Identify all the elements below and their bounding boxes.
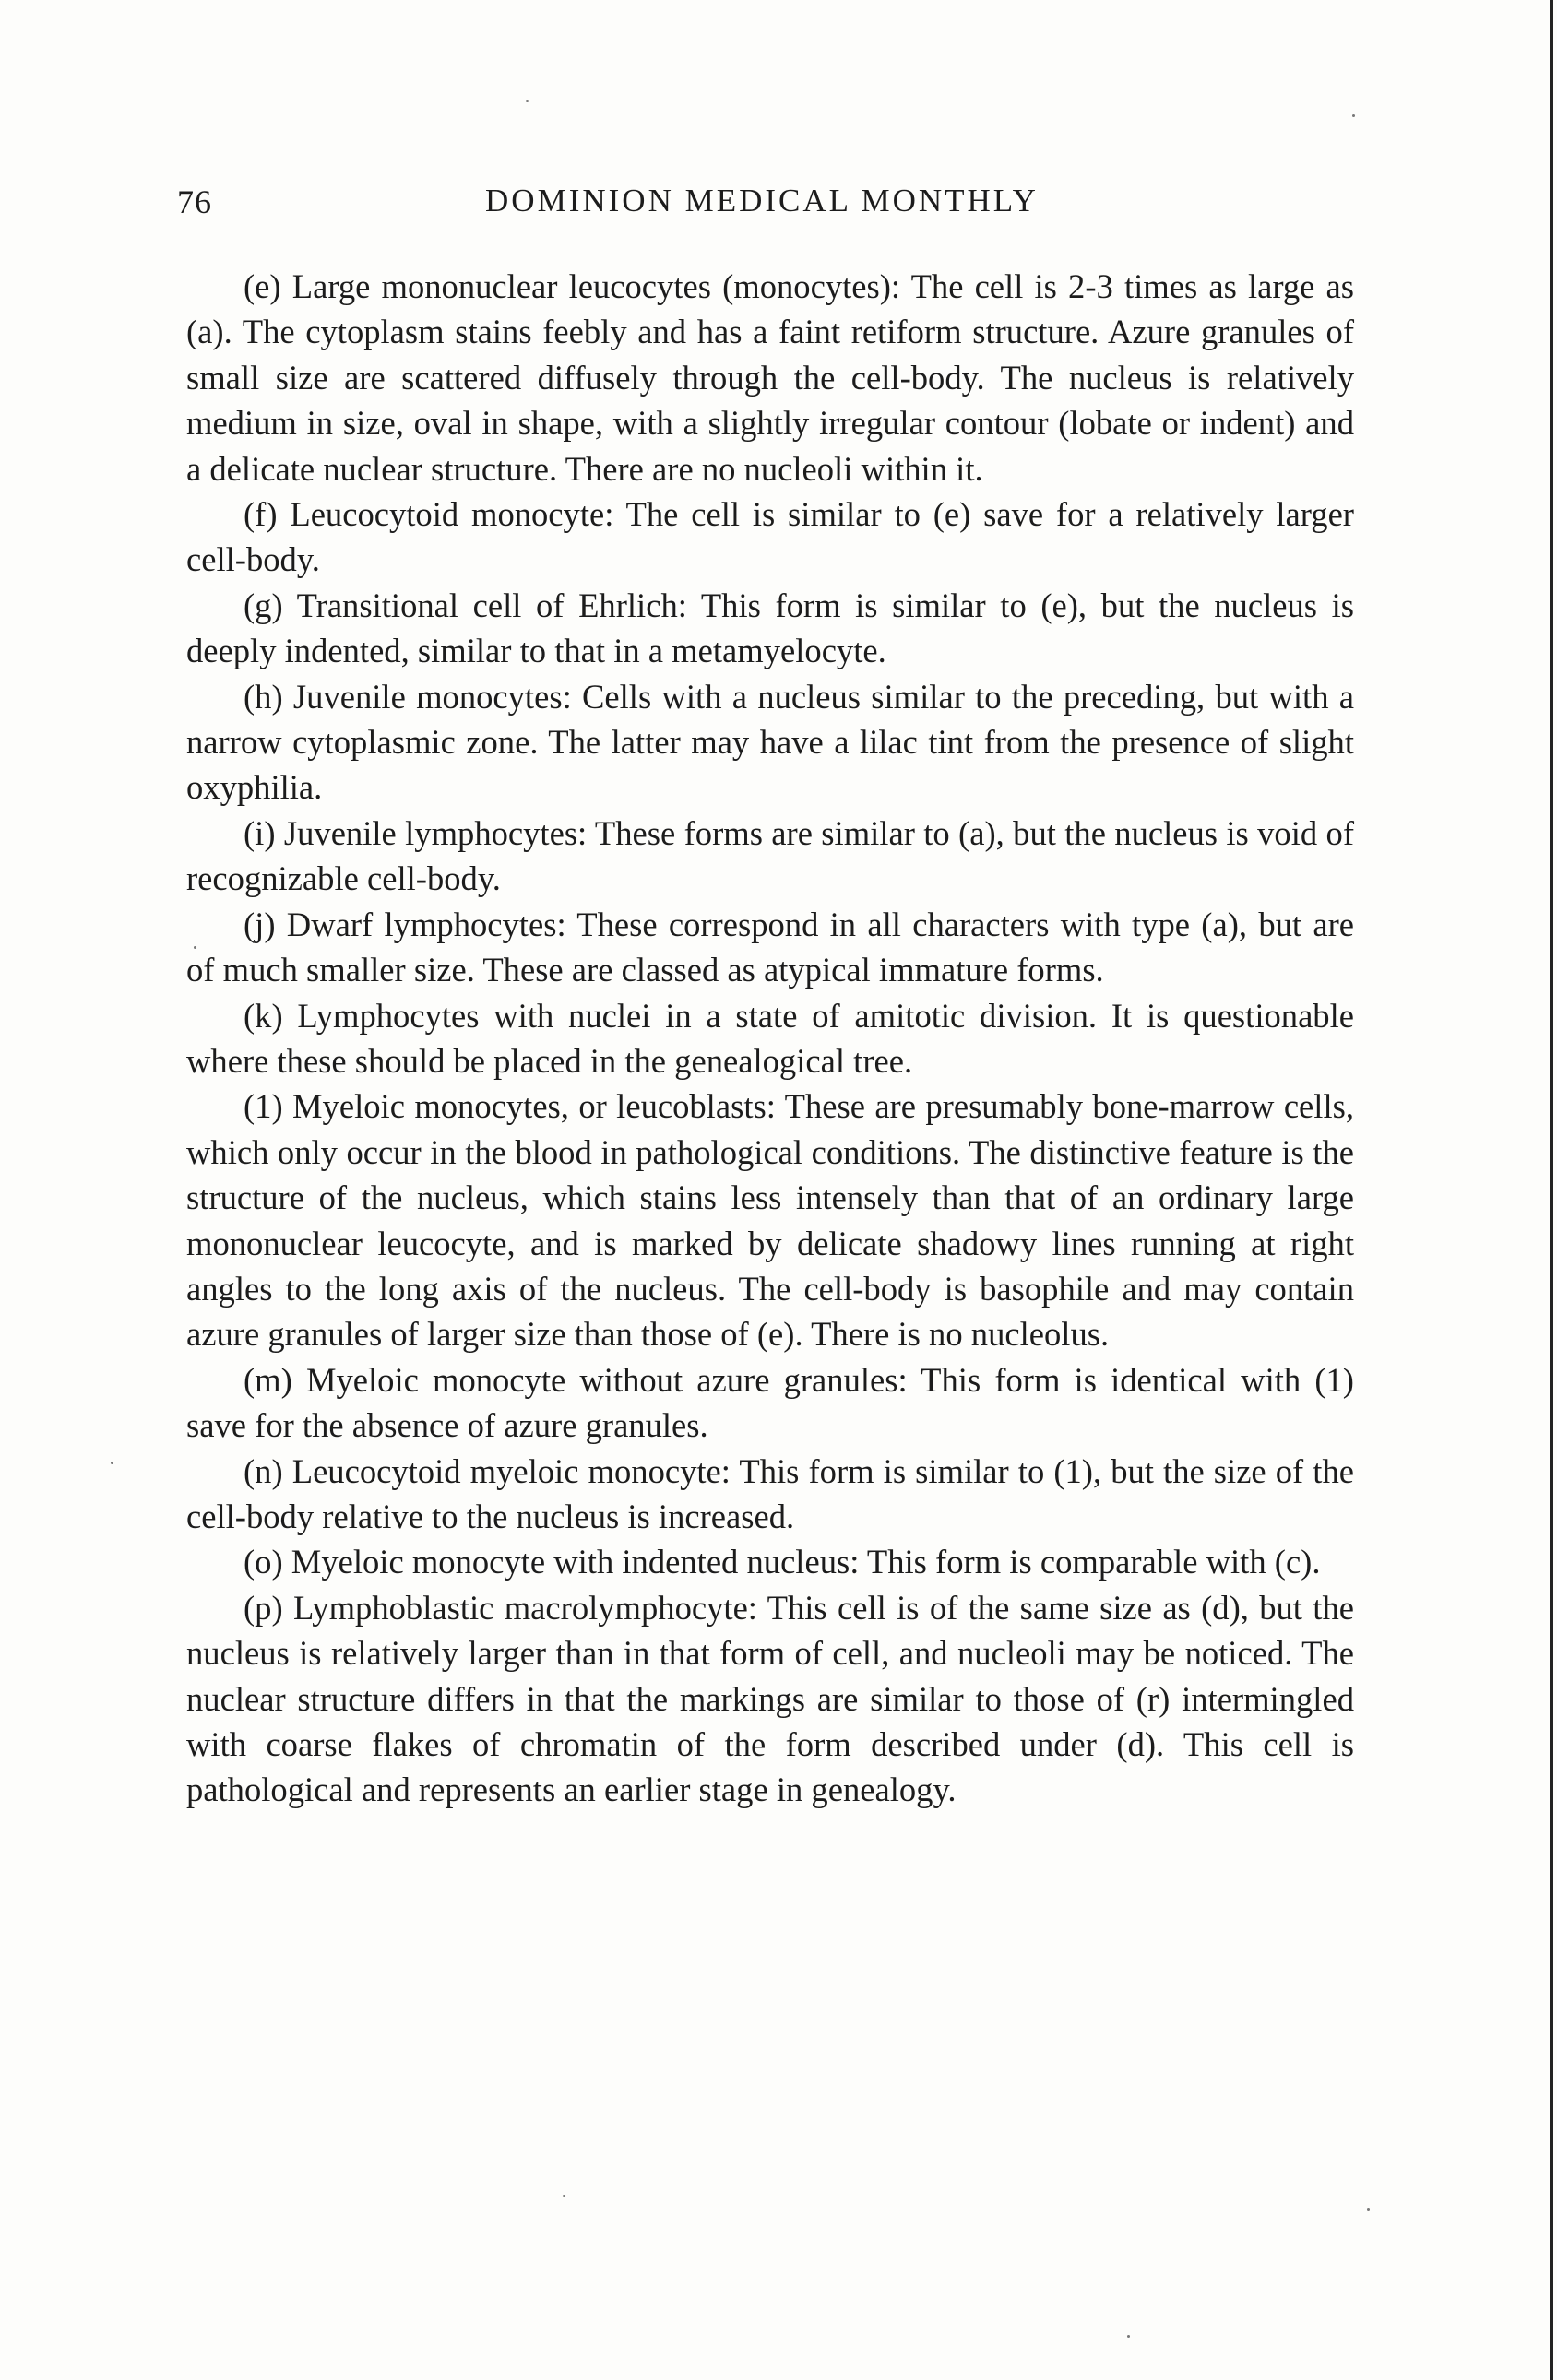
paper-speck xyxy=(563,2195,565,2197)
body-text xyxy=(186,264,1354,1813)
page-number: 76 xyxy=(177,184,212,220)
page-header xyxy=(177,183,1347,229)
paper-speck xyxy=(111,1462,113,1464)
paragraph-j: (j) Dwarf lymphocytes: These correspond in all characters with type (a), but are of much smaller size. These are classed as atypical immature forms. xyxy=(186,905,1354,989)
paragraph-o: (o) Myeloic monocyte with indented nucleus: This form is comparable with (c). xyxy=(244,1543,1321,1581)
paragraph-k: (k) Lymphocytes with nuclei in a state of amitotic division. It is questionable where these should be placed in the genealogical tree. xyxy=(186,996,1354,1080)
paragraph-i: (i) Juvenile lymphocytes: These forms are similar to (a), but the nucleus is void of recognizable cell-body. xyxy=(186,813,1354,898)
paper-speck xyxy=(1127,2335,1130,2338)
paper-speck xyxy=(1352,114,1355,117)
paragraph-l: (1) Myeloic monocytes, or leucoblasts: These are presumably bone-marrow cells, which only occur in the blood in pathological conditions. The distinctive feature is the structure of the nucleus, which stains less intensely than that of an ordinary large mononuclear leucocyte, and is marked by delicate shadowy lines running at right angles to the long axis of the nucleus. The cell-body is basophile and may contain azure granules of larger size than those of (e). There is no nucleolus. xyxy=(186,1087,1354,1354)
paragraph-m: (m) Myeloic monocyte without azure granules: This form is identical with (1) save for the absence of azure granules. xyxy=(186,1360,1354,1445)
paper-speck xyxy=(194,946,196,949)
paragraph-p: (p) Lymphoblastic macrolymphocyte: This cell is of the same size as (d), but the nucleus is relatively larger than in that form of cell, and nucleoli may be noticed. The nuclear structure differs in that the markings are similar to those of (r) intermingled with coarse flakes of chromatin of the form described under (d). This cell is pathological and represents an earlier stage in genealogy. xyxy=(186,1588,1354,1809)
paper-speck xyxy=(1367,2208,1370,2211)
page-edge-shadow xyxy=(1550,0,1553,2380)
paragraph-h: (h) Juvenile monocytes: Cells with a nucleus similar to the preceding, but with a narrow cytoplasmic zone. The latter may have a lilac tint from the presence of slight oxyphilia. xyxy=(186,677,1354,807)
paragraph-n: (n) Leucocytoid myeloic monocyte: This form is similar to (1), but the size of the cell-body relative to the nucleus is increased. xyxy=(186,1451,1354,1535)
running-head: DOMINION MEDICAL MONTHLY xyxy=(485,183,1039,219)
paragraph-g: (g) Transitional cell of Ehrlich: This form is similar to (e), but the nucleus is deeply indented, similar to that in a metamyelocyte. xyxy=(186,586,1354,670)
paragraph-f: (f) Leucocytoid monocyte: The cell is similar to (e) save for a relatively larger cell-body. xyxy=(186,495,1354,579)
paper-speck xyxy=(526,100,529,102)
paragraph-e: (e) Large mononuclear leucocytes (monocytes): The cell is 2-3 times as large as (a). The cytoplasm stains feebly and has a faint retiform structure. Azure granules of small size are scattered diffusely through the cell-body. The nucleus is relatively medium in size, oval in shape, with a slightly irregular contour (lobate or indent) and a delicate nuclear structure. There are no nucleoli within it. xyxy=(186,267,1354,488)
